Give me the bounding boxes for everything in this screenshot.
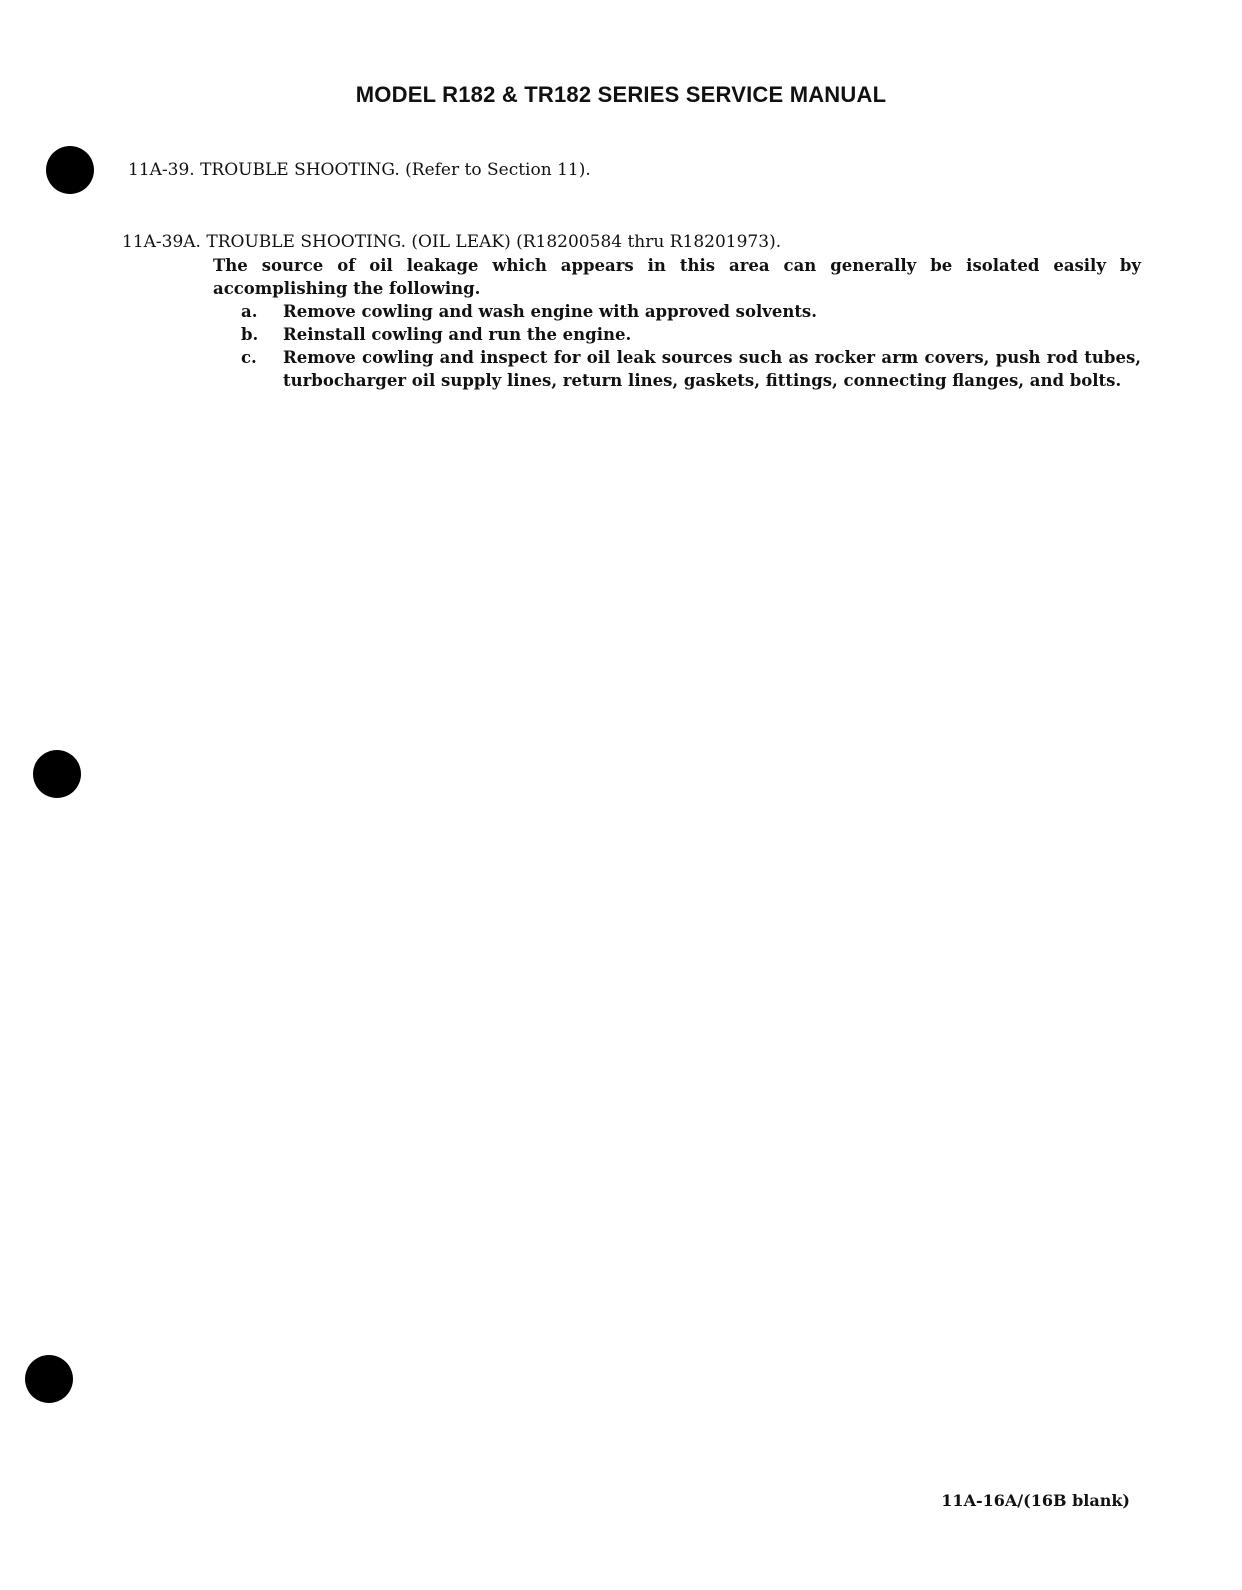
section-11a-39a-intro: The source of oil leakage which appears in this area can generally be isolated easily by accomplishing the following. (213, 256, 1141, 298)
page-title: MODEL R182 & TR182 SERIES SERVICE MANUAL (355, 82, 887, 107)
binder-hole-middle (33, 750, 81, 798)
section-11a-39a (122, 231, 1142, 254)
section-11a-39-heading: 11A-39. TROUBLE SHOOTING. (Refer to Section 11). (128, 160, 591, 180)
page-number: 11A-16A/(16B blank) (941, 1491, 1130, 1510)
step-marker: c. (241, 348, 257, 367)
procedure-step-b (241, 323, 1141, 346)
procedure-step-c (241, 346, 1141, 392)
section-11a-39a-heading: 11A-39A. TROUBLE SHOOTING. (OIL LEAK) (R18200584 thru R18201973). (122, 232, 782, 252)
procedure-steps (241, 300, 1141, 392)
procedure-step-a (241, 300, 1141, 323)
binder-hole-top (46, 146, 94, 194)
step-text: Reinstall cowling and run the engine. (283, 325, 632, 344)
step-marker: b. (241, 325, 259, 344)
binder-hole-bottom (25, 1355, 73, 1403)
step-marker: a. (241, 302, 258, 321)
step-text: Remove cowling and wash engine with approved solvents. (283, 302, 817, 321)
step-text: Remove cowling and inspect for oil leak sources such as rocker arm covers, push rod tubes, turbocharger oil supply lines, return lines, gaskets, fittings, connecting flanges, and bolts. (283, 348, 1141, 390)
